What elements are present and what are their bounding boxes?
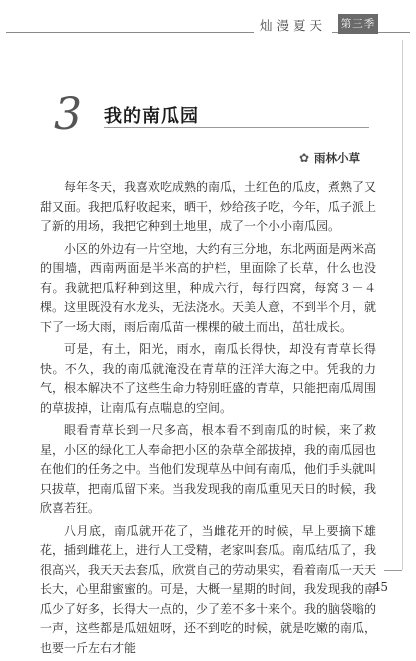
article-body xyxy=(40,178,376,661)
chapter-title: 我的南瓜园 xyxy=(104,106,199,127)
paragraph: 八月底，南瓜就开花了，当雌花开的时候，早上要摘下雄花，插到雌花上，进行人工受精，老家叫套瓜。南瓜结瓜了，我很高兴，我天天去套瓜，欣赏自己的劳动果实，看着南瓜一天天长大，心里甜蜜蜜的。可是，大概一星期的时间，我发现我的南瓜少了好多，长得大一点的，少了差不多十来个。我的脑袋嗡的一声，这些都是瓜妞妞呀，还不到吃的时候，就是吃嫩的南瓜，也要一斤左右才能 xyxy=(40,523,377,655)
running-header xyxy=(0,12,416,44)
page-edge-line xyxy=(402,40,403,570)
page-corner-mark xyxy=(384,570,402,571)
paragraph: 眼看青草长到一尺多高，根本看不到南瓜的时候，来了救星，小区的绿化工人奉命把小区的杂草全部拔掉，我的南瓜园也在他们的任务之中。当他们发现草丛中间有南瓜，他们手头就叫只拔草，把南瓜留下来。当我发现我的南瓜重见天日的时候，我欣喜若狂。 xyxy=(40,423,377,515)
paragraph: 小区的外边有一片空地，大约有三分地，东北两面是两米高的围墙，西南两面是半米高的护栏，里面除了长草，什么也没有。我就把瓜籽种到这里，种成六行，每行四窝，每窝３－４棵。这里既没有水龙头，无法浇水。天美人意，不到半个月，就下了一场大雨，雨后南瓜苗一棵棵的破土而出，茁壮成长。 xyxy=(40,241,377,334)
flower-icon: ✿ xyxy=(298,151,309,165)
author-name: 雨林小草 xyxy=(314,151,360,165)
chapter-number: 3 xyxy=(54,89,82,140)
chapter-title-rule xyxy=(104,127,369,128)
author-line xyxy=(299,150,360,166)
page-number: 45 xyxy=(372,580,388,594)
paragraph: 每年冬天，我喜欢吃成熟的南瓜，土红色的瓜皮，煮熟了又甜又面。我把瓜籽收起来，晒干，炒给孩子吃，今年，瓜子派上了新的用场，我把它种到土地里，成了一个小小南瓜园。 xyxy=(40,180,377,233)
header-section-tag: 第三季 xyxy=(338,14,378,34)
paragraph: 可是，有土，阳光，雨水，南瓜长得快，却没有青草长得快。不久，我的南瓜就淹没在青草的汪洋大海之中。凭我的力气，根本解决不了这些生命力特别旺盛的青草，只能把南瓜周围的草拔掉，让南瓜有点喘息的空间。 xyxy=(40,342,377,415)
header-title: 灿漫夏天 xyxy=(254,16,332,34)
